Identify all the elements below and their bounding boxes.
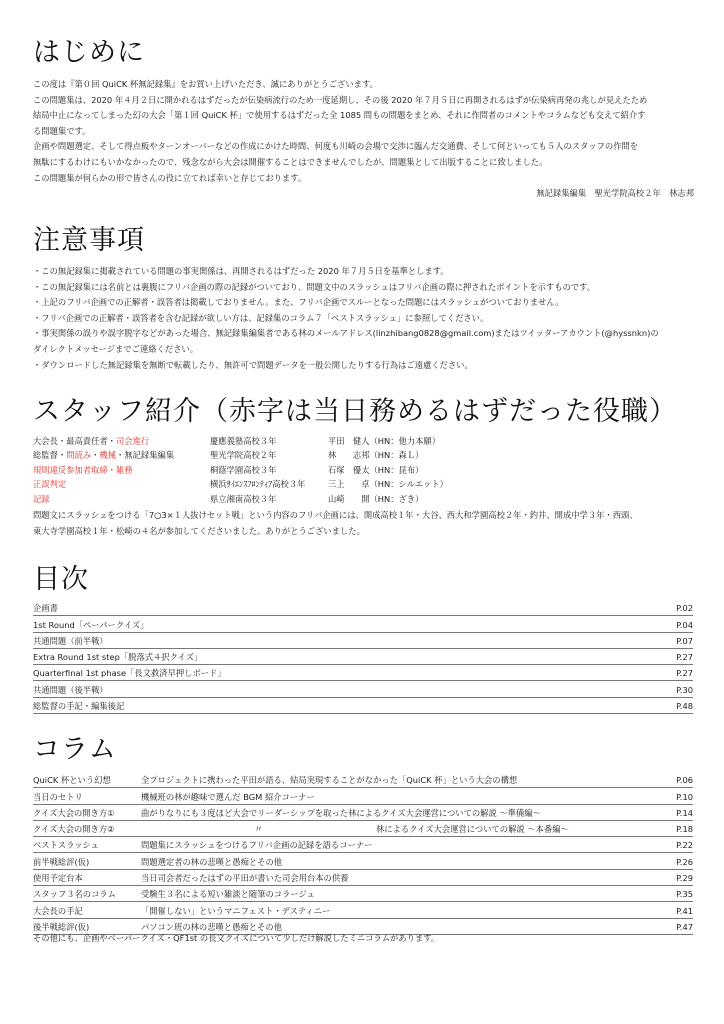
column-title: クイズ大会の開き方② [33, 824, 115, 835]
staff-school: 県立湘南高校３年 [210, 493, 277, 504]
staff-note-line: 問題文にスラッシュをつける「7○3×１人抜けセット戦」という内容のフリバ企画には、開成高校１年・大谷、西大和学園高校２年・釣井、開成中学３年・西頭、 [33, 509, 638, 520]
column-title: ベストスラッシュ [33, 840, 99, 851]
column-desc: 問題選定者の林の悲嘆と愚痴とその他 [141, 856, 283, 867]
column-page: P.14 [676, 807, 693, 818]
column-page: P.29 [676, 873, 693, 884]
column-desc [141, 823, 653, 836]
column-title: QuiCK 杯という幻想 [33, 775, 111, 786]
note-item: ・上記のフリバ企画での正解者・誤答者は掲載しておりません。また、フリバ企画でスルーとなった問題にはスラッシュがついておりません。 [33, 297, 564, 308]
toc-entry[interactable] [33, 600, 693, 616]
column-page: P.41 [676, 905, 693, 916]
column-page: P.47 [676, 921, 693, 932]
notes-heading: 注意事項 [33, 225, 145, 256]
toc-entry-page: P.02 [676, 603, 693, 614]
staff-role [33, 477, 210, 491]
staff-list [33, 434, 713, 539]
intro-paragraph: る問題集です。 [33, 125, 91, 136]
toc-entry[interactable] [33, 649, 693, 665]
staff-name: 石塚 優太（HN：昆布） [328, 464, 424, 475]
column-entry[interactable] [33, 886, 693, 902]
column-title: 前半戦総評(仮) [33, 856, 90, 867]
staff-school: 横浜ｻｲｴﾝｽﾌﾛﾝﾃｨｱ高校３年 [210, 479, 306, 490]
staff-heading: スタッフ紹介（赤字は当日務めるはずだった役職） [33, 396, 677, 427]
ditto-mark: 〃 [254, 824, 263, 835]
intro-heading: はじめに [33, 37, 145, 68]
role-text: 総監督・ [33, 450, 67, 461]
role-text: ・ [91, 450, 100, 461]
intro-body [33, 77, 703, 186]
staff-school: 聖光学院高校２年 [210, 450, 277, 461]
toc-entry[interactable] [33, 665, 693, 681]
toc-entry-page: P.27 [676, 652, 693, 663]
staff-role [33, 434, 210, 448]
toc-entry-page: P.04 [676, 619, 693, 630]
toc-entry[interactable] [33, 681, 693, 697]
role-text-red: 正誤判定 [33, 479, 67, 490]
column-page: P.26 [676, 856, 693, 867]
staff-row [33, 448, 713, 462]
column-desc: 問題集にスラッシュをつけるフリバ企画の記録を語るコーナー [141, 840, 373, 851]
notes-list [33, 264, 703, 373]
staff-row [33, 477, 713, 491]
column-desc: 当日司会者だったはずの平田が書いた司会用台本の供養 [141, 873, 349, 884]
intro-paragraph: この問題集が何らかの形で皆さんの役に立てれば幸いと存じております。 [33, 172, 307, 183]
note-item: ダイレクトメッセージまでご連絡ください。 [33, 343, 199, 354]
columns-list [33, 772, 693, 935]
column-entry[interactable] [33, 788, 693, 804]
columns-heading: コラム [33, 734, 117, 765]
toc-entry[interactable] [33, 616, 693, 632]
staff-school: 慶應義塾高校３年 [210, 436, 277, 446]
column-entry[interactable] [33, 902, 693, 918]
column-title: 使用予定台本 [33, 873, 83, 884]
staff-row [33, 463, 713, 477]
column-desc: 「開催しない」というマニフェスト・デスティニー [141, 905, 331, 916]
toc-entry-title: Quarterfinal 1st phase「長文救済早押しボード」 [33, 668, 226, 679]
toc-entry-page: P.07 [676, 635, 693, 646]
intro-signature: 無記録集編集 聖光学院高校２年 林志邦 [536, 188, 694, 198]
column-entry[interactable] [33, 853, 693, 869]
staff-role [33, 492, 210, 506]
staff-role [33, 463, 210, 477]
column-entry[interactable] [33, 870, 693, 886]
column-title: クイズ大会の開き方① [33, 807, 115, 818]
column-desc: 全プロジェクトに携わった平田が語る、結局実現することがなかった「QuiCK 杯」という大会の構想 [141, 775, 518, 786]
role-text-red: 規則違反参加者取締・雑務 [33, 464, 133, 475]
column-page: P.22 [676, 840, 693, 851]
column-desc: 機械班の林が趣味で選んだ BGM 紹介コーナー [141, 791, 315, 802]
column-page: P.06 [676, 775, 693, 786]
column-title: 大会長の手記 [33, 905, 83, 916]
role-text: ・無記録集編集 [116, 450, 175, 461]
intro-paragraph: この問題集は、2020 年４月２日に開かれるはずだったが伝染病流行のため一度延期し、その後 2020 年７月５日に再開されるはずが伝染病再発の兆しが見えたため [33, 94, 648, 105]
column-desc: 曲がりなりにも３度ほど大会でリーダーシップを取った林によるクイズ大会運営についての解説 ～準備編～ [141, 807, 541, 818]
toc-entry-title: Extra Round 1st step「脱落式４択クイズ」 [33, 652, 203, 663]
note-item: ・ダウンロードした無記録集を無断で転載したり、無許可で問題データを一般公開したりする行為はご遠慮ください。 [33, 359, 473, 370]
column-title: 当日のセトリ [33, 791, 83, 802]
note-item: ・フリバ企画での正解者・誤答者を含む記録が欲しい方は、記録集のコラム７「ベストスラッシュ」に参照してください。 [33, 312, 489, 323]
toc-entry-title: 企画書 [33, 603, 58, 614]
staff-row [33, 492, 713, 506]
column-entry[interactable] [33, 805, 693, 821]
toc-entry[interactable] [33, 633, 693, 649]
toc-list [33, 600, 693, 714]
role-text-red: 問読み [66, 450, 92, 461]
column-desc: 受験生３名による短い雑談と随筆のコラージュ [141, 889, 315, 900]
staff-role [33, 448, 210, 462]
toc-entry-page: P.30 [676, 684, 693, 695]
note-item: ・この無記録集に掲載されている問題の事実関係は、再開されるはずだった 2020 年７月５日を基準とします。 [33, 266, 449, 276]
toc-entry-title: 1st Round「ペーパークイズ」 [33, 619, 149, 630]
note-item: ・この無記録集には名前とは裏腹にフリバ企画の際の記録がついており、問題文中のスラッシュはフリバ企画の際に押されたポイントを示すものです。 [33, 281, 596, 292]
toc-entry-title: 共通問題（後半戦） [33, 684, 108, 695]
intro-paragraph: 企画や問題選定、そして得点板やターンオーバーなどの作成にかけた時間、何度も川崎の会場で交渉に臨んだ交通費、そして何といっても５人のスタッフの作問を [33, 141, 639, 152]
note-item: ・事実関係の誤りや誤字脱字などがあった場合、無記録集編集者である林のメールアドレス(linzhibang0828@gmail.com)またはツイッターアカウント(@hyssnkn)の [33, 328, 659, 339]
column-entry[interactable] [33, 821, 693, 837]
columns-footnote: その他にも、企画やペーパークイズ・QF1st の長文クイズについて少しだけ解説したミニコラムがあります。 [33, 933, 440, 943]
staff-note-line: 東大寺学園高校１年・松崎の４名が参加してくださいました。ありがとうございました。 [33, 525, 365, 536]
column-title: 後半戦総評(仮) [33, 921, 90, 932]
role-text-red: 機械 [99, 450, 117, 461]
intro-paragraph: 無駄にするわけにもいかなかったので、残念ながら大会は開催することはできませんでしたが、問題集として出版することに致しました。 [33, 156, 548, 167]
toc-entry-title: 共通問題（前半戦） [33, 635, 108, 646]
staff-school: 桐蔭学園高校３年 [210, 464, 277, 475]
column-desc-text: 林によるクイズ大会運営についての解説 ～本番編～ [376, 824, 569, 835]
role-text-red: 記録 [33, 493, 50, 504]
intro-paragraph: この度は『第０回 QuiCK 杯無記録集』をお買い上げいただき、誠にありがとうございます。 [33, 79, 378, 89]
intro-paragraph: 結局中止になってしまった幻の大会「第１回 QuiCK 杯」で使用するはずだった全 1085 問もの問題をまとめ、それに作問者のコメントやコラムなども交えて紹介す [33, 110, 646, 121]
column-desc: パソコン班の林の悲嘆と愚痴とその他 [141, 921, 282, 932]
toc-heading: 目次 [33, 564, 89, 595]
toc-entry-page: P.27 [676, 668, 693, 679]
staff-name: 山崎 開（HN：ざき） [328, 493, 424, 504]
column-title: スタッフ３名のコラム [33, 889, 116, 900]
staff-row [33, 434, 713, 448]
column-page: P.18 [676, 824, 693, 835]
column-page: P.10 [676, 791, 693, 802]
role-text: 大会長・最高責任者・ [33, 436, 116, 446]
column-entry[interactable] [33, 772, 693, 788]
toc-entry-page: P.48 [676, 701, 693, 712]
toc-entry[interactable] [33, 698, 693, 714]
staff-name: 平田 健人（HN：他力本願） [328, 436, 441, 446]
column-entry[interactable] [33, 837, 693, 853]
staff-name: 三上 卓（HN：シルエット） [328, 479, 448, 490]
staff-name: 林 志邦（HN：森Ｌ） [328, 450, 424, 461]
column-page: P.35 [676, 889, 693, 900]
toc-entry-title: 総監督の手記・編集後記 [33, 701, 125, 712]
role-text-red: 司会進行 [115, 436, 150, 446]
